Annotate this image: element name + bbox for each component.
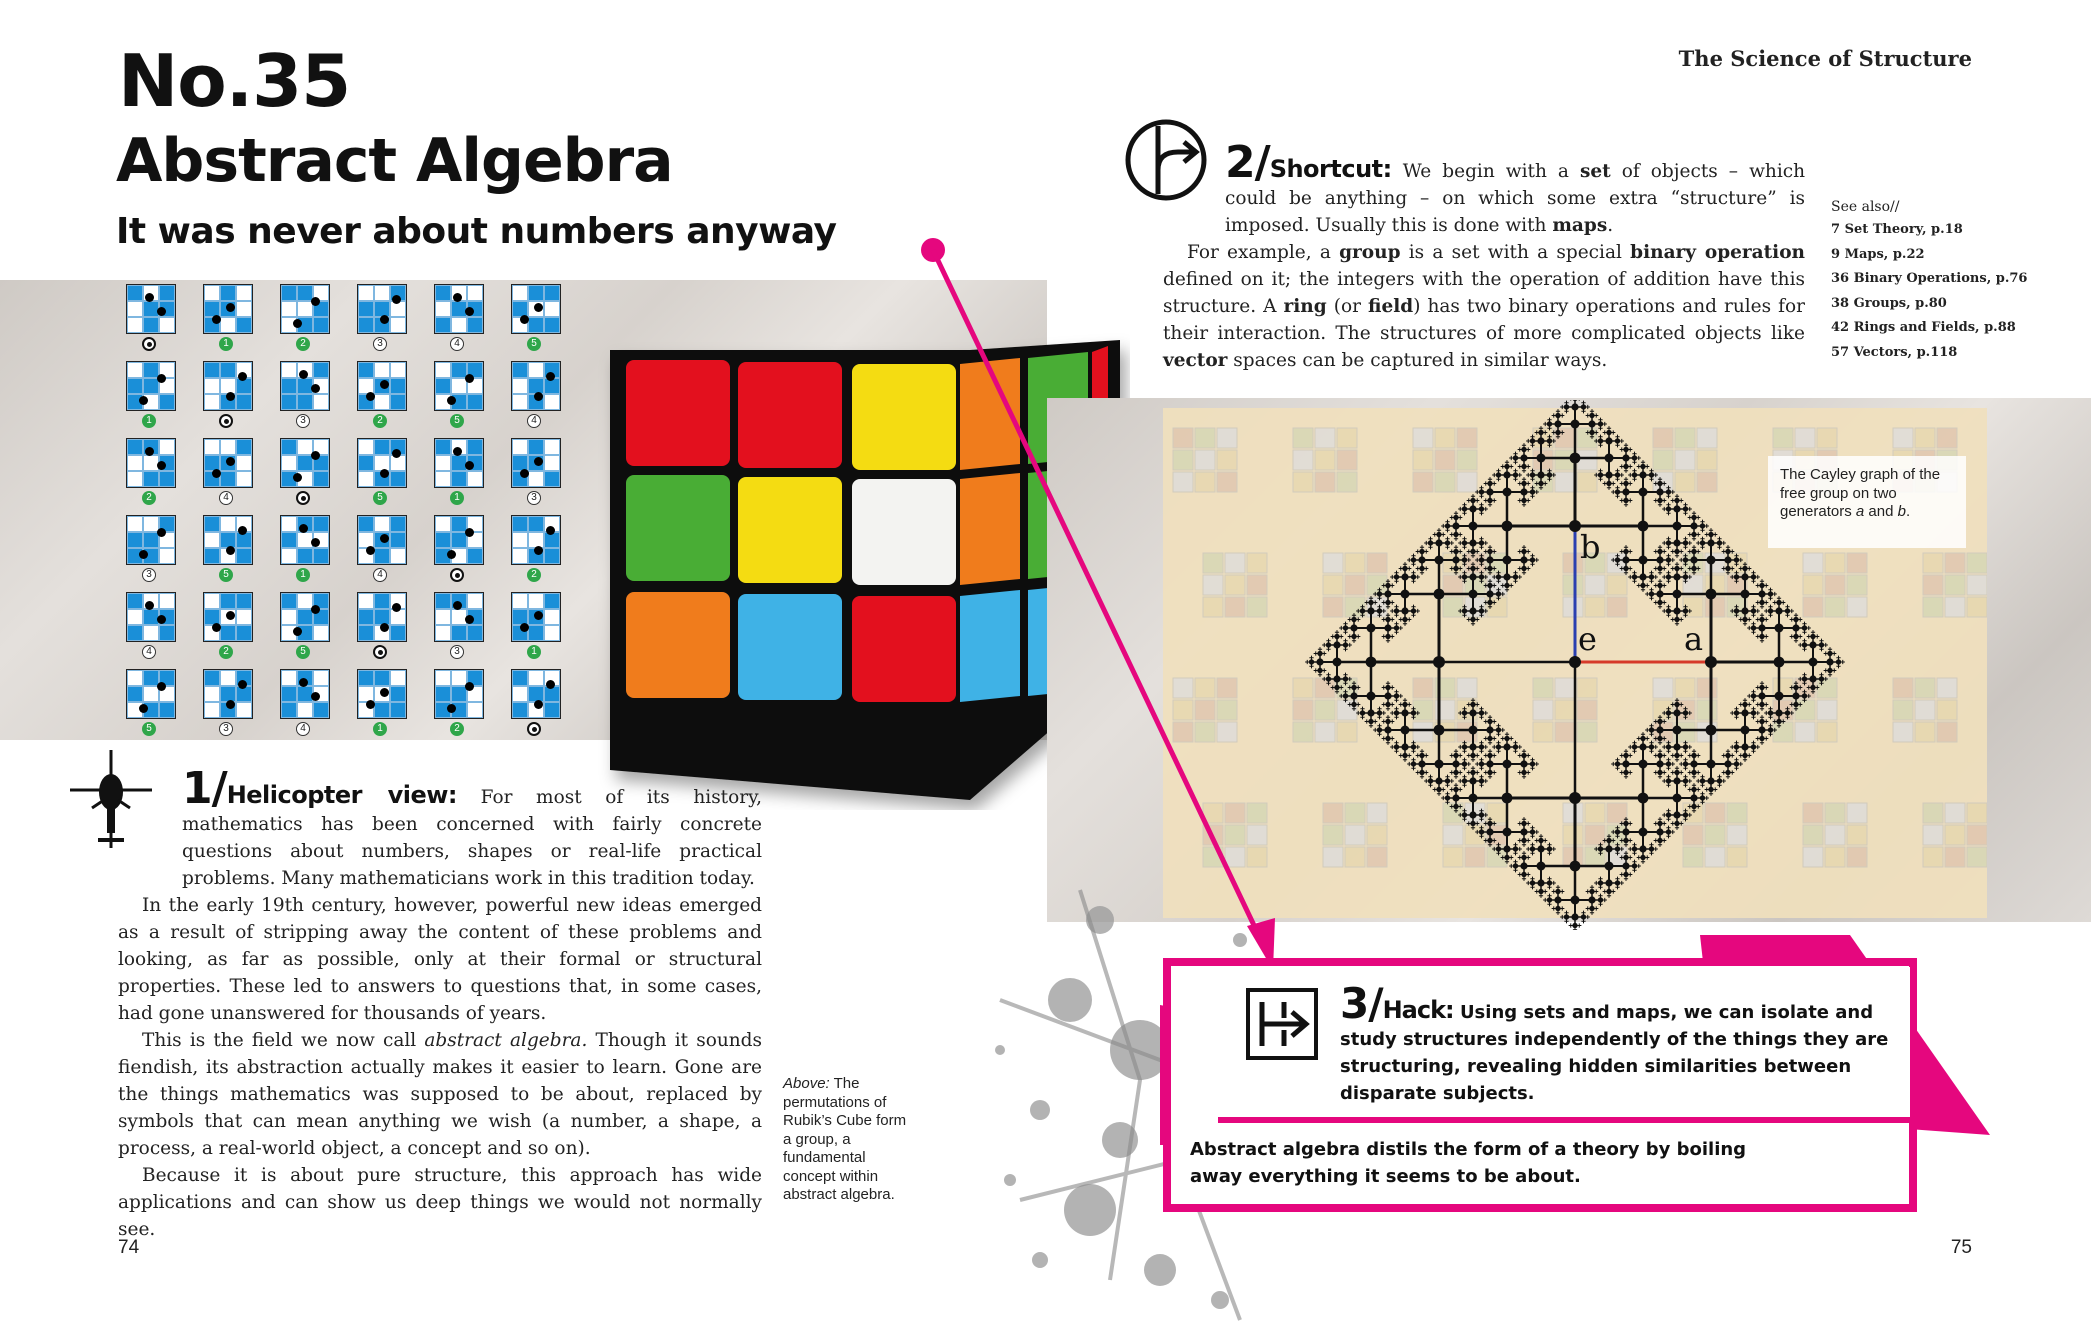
permutation-grid: [124, 284, 586, 746]
permutation-diagram: [355, 592, 432, 669]
permutation-order-badge: 4: [142, 645, 156, 659]
permutation-order-badge: 2: [142, 491, 156, 505]
permutation-order-badge: [296, 491, 310, 505]
permutation-order-badge: 4: [373, 568, 387, 582]
permutation-diagram: [124, 669, 201, 746]
permutation-order-badge: 5: [219, 568, 233, 582]
permutation-diagram: [432, 669, 509, 746]
permutation-order-badge: 1: [219, 337, 233, 351]
permutation-order-badge: 5: [296, 645, 310, 659]
permutation-diagram: [201, 669, 278, 746]
permutation-order-badge: 1: [142, 414, 156, 428]
permutation-diagram: [355, 438, 432, 515]
see-also-item[interactable]: 36 Binary Operations, p.76: [1831, 271, 2028, 286]
permutation-order-badge: 5: [373, 491, 387, 505]
permutation-order-badge: 4: [219, 491, 233, 505]
permutation-order-badge: 1: [296, 568, 310, 582]
cube-sticker: [626, 475, 730, 581]
section2-number: 2/: [1225, 137, 1270, 188]
section2-paragraph-2: For example, a group is a set with a special binary operation defined on it; the integers with the operation of addition have this structure. A ring (or field) has two binary operations and rules for their interaction. The structures of more complicated objects like vector spaces can be captured in similar ways.: [1163, 242, 1805, 371]
permutation-diagram: [509, 438, 586, 515]
permutation-diagram: [355, 515, 432, 592]
permutation-diagram: [278, 669, 355, 746]
permutation-diagram: [124, 515, 201, 592]
permutation-diagram: [201, 592, 278, 669]
section1-lead: For most of its history, mathematics has been concerned with fairly concrete questions about numbers, shapes or real-life practical problems. Many mathematicians work in this tradition today.: [182, 787, 762, 889]
permutation-order-badge: 4: [527, 414, 541, 428]
permutation-order-badge: 1: [527, 645, 541, 659]
section2-lead: We begin with a set of objects – which could be anything – on which some extra “structure” is imposed. Usually this is done with maps.: [1225, 161, 1806, 236]
running-head: The Science of Structure: [1678, 46, 1972, 71]
permutation-order-badge: 2: [450, 722, 464, 736]
permutation-diagram: [509, 592, 586, 669]
permutation-order-badge: 5: [527, 337, 541, 351]
permutation-order-badge: 4: [296, 722, 310, 736]
page-title: Abstract Algebra: [116, 126, 673, 196]
permutation-order-badge: 3: [373, 337, 387, 351]
permutation-diagram: [278, 438, 355, 515]
permutation-diagram: [278, 592, 355, 669]
entry-number: No.35: [118, 39, 351, 123]
permutation-diagram: [201, 361, 278, 438]
section2-heading: Shortcut:: [1269, 155, 1392, 183]
permutation-diagram: [355, 361, 432, 438]
section1-paragraph-2: In the early 19th century, however, powerful new ideas emerged as a result of stripping away the content of these problems and looking, as far as possible, only at their formal or structural properties. These led to answers to questions that, in some cases, had gone unanswered for thousands of years.: [118, 895, 762, 1024]
section1-number: 1/: [182, 763, 227, 814]
cube-sticker: [626, 592, 730, 698]
permutation-order-badge: 2: [219, 645, 233, 659]
page-number-left: 74: [118, 1237, 140, 1258]
see-also-title: See also//: [1831, 199, 1900, 215]
permutation-order-badge: 3: [527, 491, 541, 505]
cayley-vertex: [1572, 400, 1577, 401]
permutation-diagram: [124, 592, 201, 669]
permutation-diagram: [124, 284, 201, 361]
permutation-diagram: [432, 361, 509, 438]
cube-sticker: [738, 477, 842, 583]
permutation-order-badge: 2: [296, 337, 310, 351]
permutation-diagram: [509, 361, 586, 438]
permutation-order-badge: [142, 337, 156, 351]
faded-cube: [1923, 803, 1987, 867]
cube-sticker: [738, 594, 842, 700]
permutation-order-badge: 3: [450, 645, 464, 659]
section1-heading: Helicopter view:: [226, 781, 457, 809]
permutation-diagram: [278, 284, 355, 361]
rubik-caption: Above: The permutations of Rubik’s Cube form a group, a fundamental concept within abstract algebra.: [783, 1075, 907, 1203]
permutation-diagram: [355, 669, 432, 746]
permutation-order-badge: 2: [373, 414, 387, 428]
permutation-diagram: [278, 515, 355, 592]
permutation-order-badge: 5: [142, 722, 156, 736]
see-also-item[interactable]: 7 Set Theory, p.18: [1831, 222, 1963, 237]
cube-sticker: [626, 360, 730, 466]
permutation-order-badge: 4: [450, 337, 464, 351]
permutation-diagram: [201, 438, 278, 515]
permutation-diagram: [201, 515, 278, 592]
see-also-item[interactable]: 57 Vectors, p.118: [1831, 344, 1958, 360]
permutation-diagram: [278, 361, 355, 438]
permutation-order-badge: 5: [450, 414, 464, 428]
permutation-order-badge: [527, 722, 541, 736]
faded-cube: [1923, 553, 1987, 617]
permutation-order-badge: 1: [373, 722, 387, 736]
permutation-diagram: [509, 669, 586, 746]
permutation-diagram: [432, 284, 509, 361]
permutation-order-badge: [373, 645, 387, 659]
permutation-diagram: [509, 515, 586, 592]
permutation-order-badge: 3: [142, 568, 156, 582]
permutation-diagram: [124, 438, 201, 515]
page-subtitle: It was never about numbers anyway: [116, 211, 837, 252]
section1-paragraph-3: This is the field we now call abstract algebra. Though it sounds fiendish, its abstraction actually makes it easier to learn. Gone are the things mathematics was supposed to be about, replaced by symbols that can mean anything we wish (a number, a shape, a process, a real-world object, a concept and so on).: [118, 1030, 762, 1159]
permutation-diagram: [124, 361, 201, 438]
faded-cube: [1893, 678, 1957, 742]
permutation-order-badge: 3: [219, 722, 233, 736]
cube-sticker: [738, 362, 842, 468]
permutation-order-badge: 1: [450, 491, 464, 505]
permutation-diagram: [432, 592, 509, 669]
see-also-item[interactable]: 38 Groups, p.80: [1831, 295, 1947, 311]
permutation-order-badge: 2: [527, 568, 541, 582]
permutation-diagram: [201, 284, 278, 361]
section1-paragraph-4: Because it is about pure structure, this approach has wide applications and can show us deep things we would not normally see.: [118, 1165, 762, 1240]
section-helicopter-view: [118, 763, 762, 1243]
permutation-order-badge: 3: [296, 414, 310, 428]
permutation-diagram: [355, 284, 432, 361]
permutation-order-badge: [450, 568, 464, 582]
permutation-diagram: [509, 284, 586, 361]
see-also-item[interactable]: 9 Maps, p.22: [1831, 246, 1925, 262]
permutation-diagram: [432, 515, 509, 592]
permutation-diagram: [432, 438, 509, 515]
permutation-order-badge: [219, 414, 233, 428]
see-also-list: [1831, 196, 2031, 365]
see-also-item[interactable]: 42 Rings and Fields, p.88: [1831, 320, 2016, 335]
